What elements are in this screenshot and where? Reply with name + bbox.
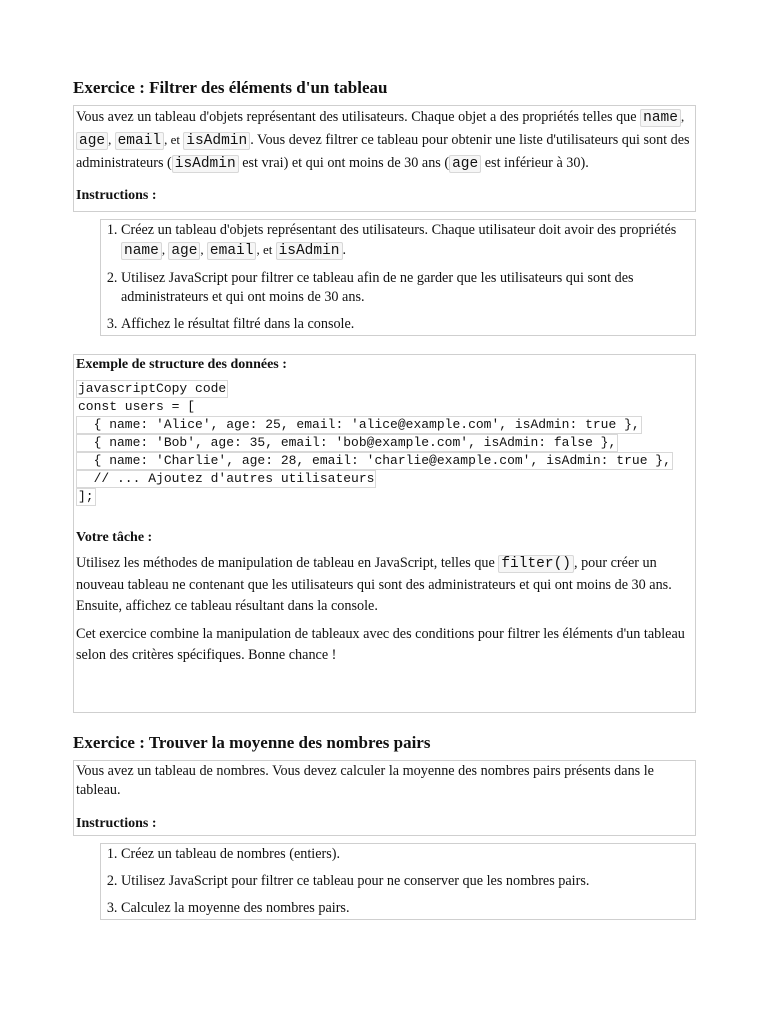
exercise2-section bbox=[73, 733, 696, 920]
task-label: Votre tâche : bbox=[76, 530, 153, 545]
code-line: { name: 'Alice', age: 25, email: 'alice@example.com', isAdmin: true }, bbox=[78, 417, 640, 432]
exercise2-steps bbox=[101, 845, 695, 918]
exercise1-steps-box bbox=[100, 219, 696, 336]
list-item: 3. Affichez le résultat filtré dans la console. bbox=[121, 315, 695, 334]
example-box bbox=[73, 354, 696, 713]
document-page bbox=[73, 78, 696, 920]
code-line: // ... Ajoutez d'autres utilisateurs bbox=[78, 471, 375, 486]
intro-text: est vrai) et qui ont moins de 30 ans ( bbox=[238, 155, 450, 171]
exercise1-steps bbox=[101, 221, 695, 334]
exercise2-intro-box bbox=[73, 760, 696, 836]
step-sep: , et bbox=[256, 242, 276, 257]
code-block bbox=[76, 380, 693, 506]
exercise2-steps-box bbox=[100, 843, 696, 920]
inline-code-name: name bbox=[121, 242, 162, 260]
step-sep: , bbox=[161, 242, 169, 257]
intro-sep: , bbox=[680, 109, 685, 124]
inline-code-isadmin: isAdmin bbox=[276, 242, 343, 260]
code-line: ]; bbox=[78, 489, 94, 504]
task-text: , pour créer un nouveau tableau ne contenant que les utilisateurs qui sont des administrateurs et qui ont moins de 30 ans. Ensuite, affichez ce tableau résultant dans la console. bbox=[76, 555, 672, 614]
intro-text: . Vous devez filtrer ce tableau pour obtenir une liste d'utilisateurs qui sont des administrateurs ( bbox=[76, 132, 690, 171]
inline-code-age: age bbox=[168, 242, 200, 260]
code-line: { name: 'Charlie', age: 28, email: 'charlie@example.com', isAdmin: true }, bbox=[78, 453, 671, 468]
inline-code-isadmin: isAdmin bbox=[183, 132, 250, 150]
intro-text: est inférieur à 30). bbox=[481, 155, 589, 171]
step-text: Créez un tableau d'objets représentant des utilisateurs. Chaque utilisateur doit avoir des propriétés bbox=[121, 222, 677, 238]
inline-code-age: age bbox=[76, 132, 108, 150]
step-sep: , bbox=[200, 242, 207, 257]
exercise2-intro: Vous avez un tableau de nombres. Vous devez calculer la moyenne des nombres pairs présents dans le tableau. bbox=[76, 763, 654, 798]
list-item bbox=[121, 221, 695, 261]
task-text: Utilisez les méthodes de manipulation de tableau en JavaScript, telles que bbox=[76, 555, 499, 571]
inline-code-age: age bbox=[449, 155, 481, 173]
instructions-label: Instructions : bbox=[76, 188, 157, 203]
inline-code-isadmin: isAdmin bbox=[172, 155, 239, 173]
list-item: 1. Créez un tableau de nombres (entiers). bbox=[121, 845, 695, 864]
task-paragraph bbox=[76, 553, 693, 617]
exercise1-intro bbox=[76, 106, 693, 175]
code-line: const users = [ bbox=[78, 399, 196, 414]
inline-code-filter: filter() bbox=[498, 555, 574, 573]
code-line: { name: 'Bob', age: 35, email: 'bob@example.com', isAdmin: false }, bbox=[78, 435, 617, 450]
example-label: Exemple de structure des données : bbox=[76, 357, 287, 372]
step-end: . bbox=[342, 242, 347, 258]
exercise2-title: Exercice : Trouver la moyenne des nombres pairs bbox=[73, 733, 431, 752]
code-line: javascriptCopy code bbox=[78, 381, 227, 396]
inline-code-name: name bbox=[640, 109, 681, 127]
list-item: 3. Calculez la moyenne des nombres pairs. bbox=[121, 899, 695, 918]
closing-paragraph: Cet exercice combine la manipulation de tableaux avec des conditions pour filtrer les éléments d'un tableau selon des critères spécifiques. Bonne chance ! bbox=[76, 626, 685, 663]
list-item: 2. Utilisez JavaScript pour filtrer ce tableau pour ne conserver que les nombres pairs. bbox=[121, 872, 695, 891]
intro-sep: , et bbox=[164, 132, 184, 147]
intro-text: Vous avez un tableau d'objets représentant des utilisateurs. Chaque objet a des propriétés telles que bbox=[76, 109, 641, 125]
exercise1-intro-box bbox=[73, 105, 696, 212]
inline-code-email: email bbox=[115, 132, 165, 150]
exercise1-title: Exercice : Filtrer des éléments d'un tableau bbox=[73, 78, 388, 97]
list-item: 2. Utilisez JavaScript pour filtrer ce tableau afin de ne garder que les utilisateurs qui sont des administrateurs et qui ont moins de 30 ans. bbox=[121, 269, 695, 307]
inline-code-email: email bbox=[207, 242, 257, 260]
intro-sep: , bbox=[108, 132, 115, 147]
instructions-label: Instructions : bbox=[76, 816, 157, 831]
